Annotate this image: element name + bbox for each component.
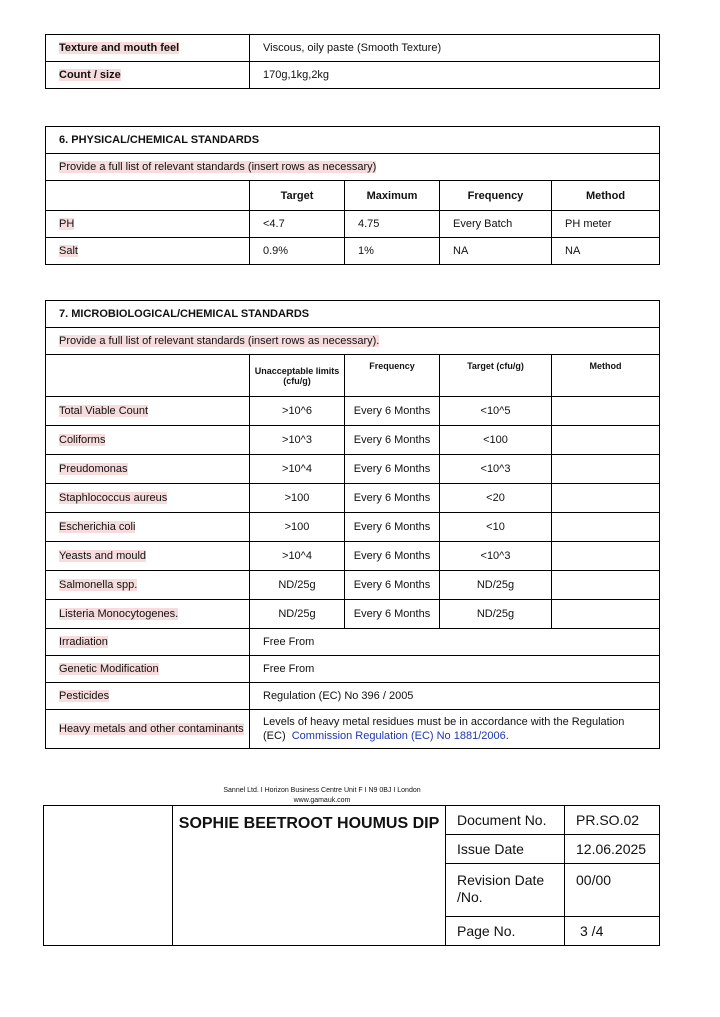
row-label: Heavy metals and other contaminants [59,723,244,735]
limit-cell: >10^3 [250,426,345,455]
limit-cell: ND/25g [250,571,345,600]
limit-cell: >100 [250,484,345,513]
physical-standards-table [45,126,660,265]
table-row [46,656,660,683]
row-label: PH [59,218,75,230]
row-label: Coliforms [59,434,106,446]
method-cell [552,397,660,426]
header-row [46,181,660,211]
cell [250,710,660,749]
row-label: Escherichia coli [59,521,136,533]
row-label: Irradiation [59,636,108,648]
address-line: Sannel Ltd. I Horizon Business Centre Unit F I N9 0BJ I London [223,787,421,794]
table-row [46,629,660,656]
cell: NA [440,238,552,265]
section-heading: 7. MICROBIOLOGICAL/CHEMICAL STANDARDS [46,301,660,328]
issue-date-label: Issue Date [446,835,565,864]
column-header: Frequency [345,355,440,397]
target-cell: <100 [440,426,552,455]
frequency-cell: Every 6 Months [345,484,440,513]
row-label: Total Viable Count [59,405,149,417]
table-row [46,455,660,484]
website-line: www.gamauk.com [293,797,351,804]
table-row [46,426,660,455]
column-header: Method [552,181,660,211]
footer-address [0,786,644,806]
table-row [46,710,660,749]
row-label: Salt [59,245,78,257]
row-label: Preudomonas [59,463,128,475]
row-label: Yeasts and mould [59,550,147,562]
row-label: Genetic Modification [59,663,159,675]
logo-area [44,806,173,946]
limit-cell: >10^4 [250,542,345,571]
table-row [46,513,660,542]
target-cell: <10 [440,513,552,542]
header-row [46,355,660,397]
target-cell: ND/25g [440,571,552,600]
frequency-cell: Every 6 Months [345,455,440,484]
limit-cell: ND/25g [250,600,345,629]
cell: Free From [250,656,660,683]
table-row [46,600,660,629]
column-header: Frequency [440,181,552,211]
cell: PH meter [552,211,660,238]
cell: 4.75 [345,211,440,238]
limit-cell: >10^6 [250,397,345,426]
spec-table [45,34,660,89]
limit-cell: >100 [250,513,345,542]
frequency-cell: Every 6 Months [345,426,440,455]
table-row [46,35,660,62]
spec-label: Count / size [59,69,121,81]
frequency-cell: Every 6 Months [345,513,440,542]
method-cell [552,513,660,542]
cell: Regulation (EC) No 396 / 2005 [250,683,660,710]
document-footer-table [43,805,660,946]
frequency-cell: Every 6 Months [345,542,440,571]
method-cell [552,600,660,629]
column-header: Unacceptable limits (cfu/g) [250,355,345,397]
column-header: Maximum [345,181,440,211]
column-header: Target [250,181,345,211]
revision-value: 00/00 [565,864,660,917]
method-cell [552,455,660,484]
cell: NA [552,238,660,265]
spec-value: 170g,1kg,2kg [250,62,660,89]
spec-value: Viscous, oily paste (Smooth Texture) [250,35,660,62]
table-row [46,571,660,600]
target-cell: <10^5 [440,397,552,426]
cell: 1% [345,238,440,265]
page-label: Page No. [446,917,565,946]
micro-standards-table [45,300,660,749]
heavy-metals-text: Levels of heavy metal residues must be in accordance with the Regulation (EC) [263,716,625,742]
table-row [46,542,660,571]
target-cell: <20 [440,484,552,513]
cell: 0.9% [250,238,345,265]
frequency-cell: Every 6 Months [345,571,440,600]
method-cell [552,571,660,600]
target-cell: <10^3 [440,455,552,484]
method-cell [552,542,660,571]
table-row [46,397,660,426]
row-label: Salmonella spp. [59,579,138,591]
revision-label: Revision Date /No. [446,864,565,917]
spec-label: Texture and mouth feel [59,42,180,54]
row-label: Listeria Monocytogenes. [59,608,179,620]
cell: <4.7 [250,211,345,238]
issue-date-value: 12.06.2025 [565,835,660,864]
method-cell [552,484,660,513]
table-row [46,484,660,513]
table-row [46,62,660,89]
target-cell: ND/25g [440,600,552,629]
cell: Free From [250,629,660,656]
cell: Every Batch [440,211,552,238]
column-header: Target (cfu/g) [440,355,552,397]
regulation-link[interactable]: Commission Regulation (EC) No 1881/2006 [291,730,506,742]
target-cell: <10^3 [440,542,552,571]
table-row [46,211,660,238]
page-value: 3 /4 [565,917,660,946]
table-row [46,683,660,710]
frequency-cell: Every 6 Months [345,600,440,629]
row-label: Pesticides [59,690,110,702]
doc-no-value: PR.SO.02 [565,806,660,835]
section-note: Provide a full list of relevant standards (insert rows as necessary). [59,335,380,347]
limit-cell: >10^4 [250,455,345,484]
section-heading: 6. PHYSICAL/CHEMICAL STANDARDS [46,127,660,154]
column-header: Method [552,355,660,397]
frequency-cell: Every 6 Months [345,397,440,426]
document-title: SOPHIE BEETROOT HOUMUS DIP [173,806,446,946]
row-label: Staphlococcus aureus [59,492,168,504]
method-cell [552,426,660,455]
doc-no-label: Document No. [446,806,565,835]
table-row [46,238,660,265]
heavy-metals-tail: . [505,730,509,742]
section-note: Provide a full list of relevant standards (insert rows as necessary) [59,161,377,173]
